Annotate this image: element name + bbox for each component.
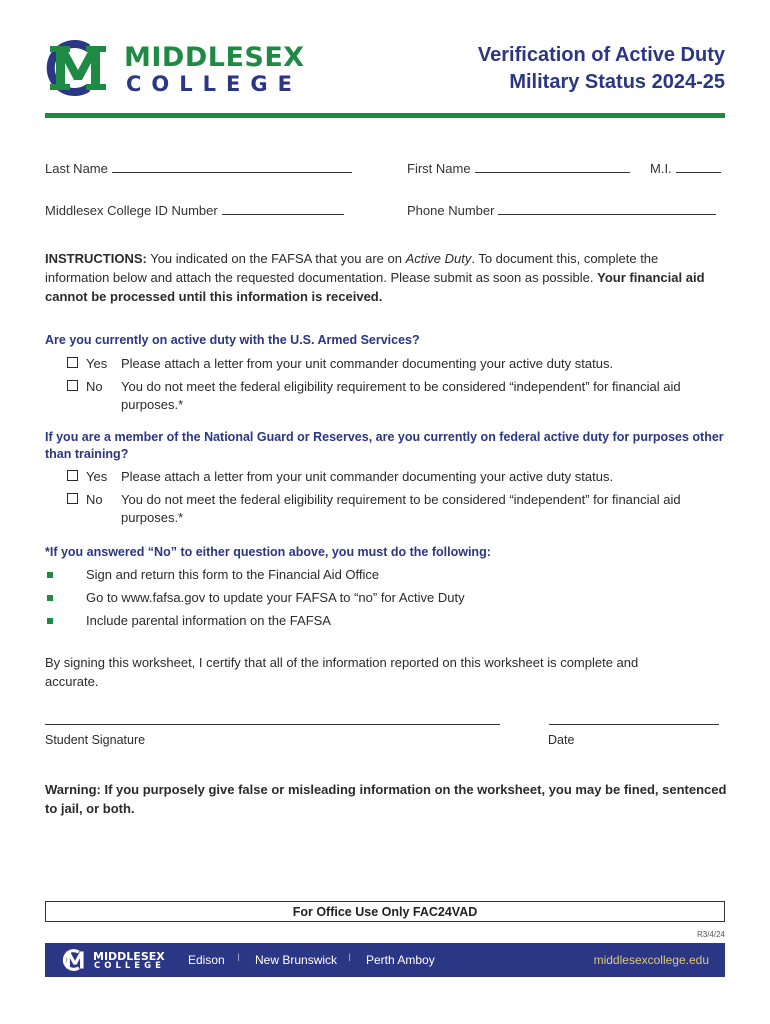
mc-monogram-icon <box>61 949 89 971</box>
q1-yes-option[interactable] <box>67 355 727 373</box>
mi-line[interactable] <box>676 160 721 173</box>
instructions-bold: Your financial aid cannot be processed until this information is received. <box>45 270 705 304</box>
mi-label: M.I. <box>650 161 672 176</box>
q2-yes-label: Yes <box>86 469 108 484</box>
student-signature-line[interactable] <box>45 724 500 725</box>
instructions <box>45 249 715 306</box>
last-name-line[interactable] <box>112 160 352 173</box>
revision-code: R3/4/24 <box>696 930 725 939</box>
logo-wordmark-college: COLLEGE <box>126 72 302 96</box>
bullet-square-icon <box>47 595 53 601</box>
footer-logo-middlesex: MIDDLESEX <box>93 950 165 963</box>
footer-location-perth-amboy: Perth Amboy <box>366 953 435 967</box>
q1-yes-desc: Please attach a letter from your unit commander documenting your active duty status. <box>121 356 614 371</box>
header-divider <box>45 113 725 118</box>
q2-no-checkbox[interactable] <box>67 493 78 504</box>
bullet-text: Go to www.fafsa.gov to update your FAFSA to “no” for Active Duty <box>86 590 465 605</box>
mi-field[interactable] <box>650 160 721 176</box>
phone-field[interactable] <box>407 202 716 218</box>
footer-location-edison: Edison <box>188 953 225 967</box>
document-title <box>478 42 725 96</box>
bullet-text: Sign and return this form to the Financial Aid Office <box>86 567 380 582</box>
footer-location-new-brunswick: New Brunswick <box>255 953 338 967</box>
id-number-label: Middlesex College ID Number <box>45 203 218 218</box>
q1-no-label: No <box>86 379 103 394</box>
bullet-text: Include parental information on the FAFSA <box>86 613 331 628</box>
q1-no-checkbox[interactable] <box>67 380 78 391</box>
footer-separator: I <box>348 952 352 964</box>
q2-yes-desc: Please attach a letter from your unit commander documenting your active duty status. <box>121 469 614 484</box>
footer-bar <box>45 943 725 977</box>
first-name-label: First Name <box>407 161 471 176</box>
q1-yes-label: Yes <box>86 356 108 371</box>
certification-text: By signing this worksheet, I certify that all of the information reported on this worksheet is complete and accurate. <box>45 655 639 689</box>
q2-yes-checkbox[interactable] <box>67 470 78 481</box>
date-label: Date <box>548 733 575 747</box>
logo-wordmark-middlesex: MIDDLESEX <box>124 42 305 73</box>
q1-no-option[interactable] <box>67 378 727 414</box>
first-name-line[interactable] <box>475 160 630 173</box>
office-use-box: For Office Use Only FAC24VAD <box>45 901 725 922</box>
followup-heading: *If you answered “No” to either question above, you must do the following: <box>45 545 491 559</box>
last-name-label: Last Name <box>45 161 108 176</box>
warning-text: Warning: If you purposely give false or misleading information on the worksheet, you may be fined, sentenced to jail, or both. <box>45 782 727 816</box>
bullet-square-icon <box>47 572 53 578</box>
date-line[interactable] <box>549 724 719 725</box>
college-logo <box>42 40 322 100</box>
footer-website-link[interactable]: middlesexcollege.edu <box>593 953 709 967</box>
footer-logo-college: COLLEGE <box>94 961 165 971</box>
q1-no-desc: You do not meet the federal eligibility requirement to be considered “independent” for financial aid purposes.* <box>121 379 681 412</box>
question-1: Are you currently on active duty with the U.S. Armed Services? <box>45 333 420 347</box>
question-2: If you are a member of the National Guard or Reserves, are you currently on federal active duty for purposes other than training? <box>45 430 724 461</box>
footer-separator: I <box>237 952 241 964</box>
student-signature-label: Student Signature <box>45 733 146 747</box>
q2-no-desc: You do not meet the federal eligibility requirement to be considered “independent” for financial aid purposes.* <box>121 492 681 525</box>
bullet-square-icon <box>47 618 53 624</box>
q2-no-option[interactable] <box>67 491 727 527</box>
footer-logo <box>61 949 191 971</box>
instructions-italic: Active Duty <box>405 251 472 266</box>
title-line-1: Verification of Active Duty <box>477 44 725 66</box>
instructions-text-a: You indicated on the FAFSA that you are on <box>146 251 406 266</box>
q1-yes-checkbox[interactable] <box>67 357 78 368</box>
instructions-text-b: . To document this, complete the information below and attach the requested documentation. Please submit as soon as possible. <box>45 251 659 285</box>
first-name-field[interactable] <box>407 160 630 176</box>
q2-yes-option[interactable] <box>67 468 727 486</box>
last-name-field[interactable] <box>45 160 352 176</box>
phone-line[interactable] <box>498 202 716 215</box>
phone-label: Phone Number <box>407 203 495 218</box>
id-number-line[interactable] <box>222 202 344 215</box>
mc-monogram-icon <box>42 40 114 96</box>
instructions-label: INSTRUCTIONS: <box>45 251 147 266</box>
id-number-field[interactable] <box>45 202 344 218</box>
title-line-2: Military Status 2024-25 <box>509 71 725 93</box>
q2-no-label: No <box>86 492 103 507</box>
